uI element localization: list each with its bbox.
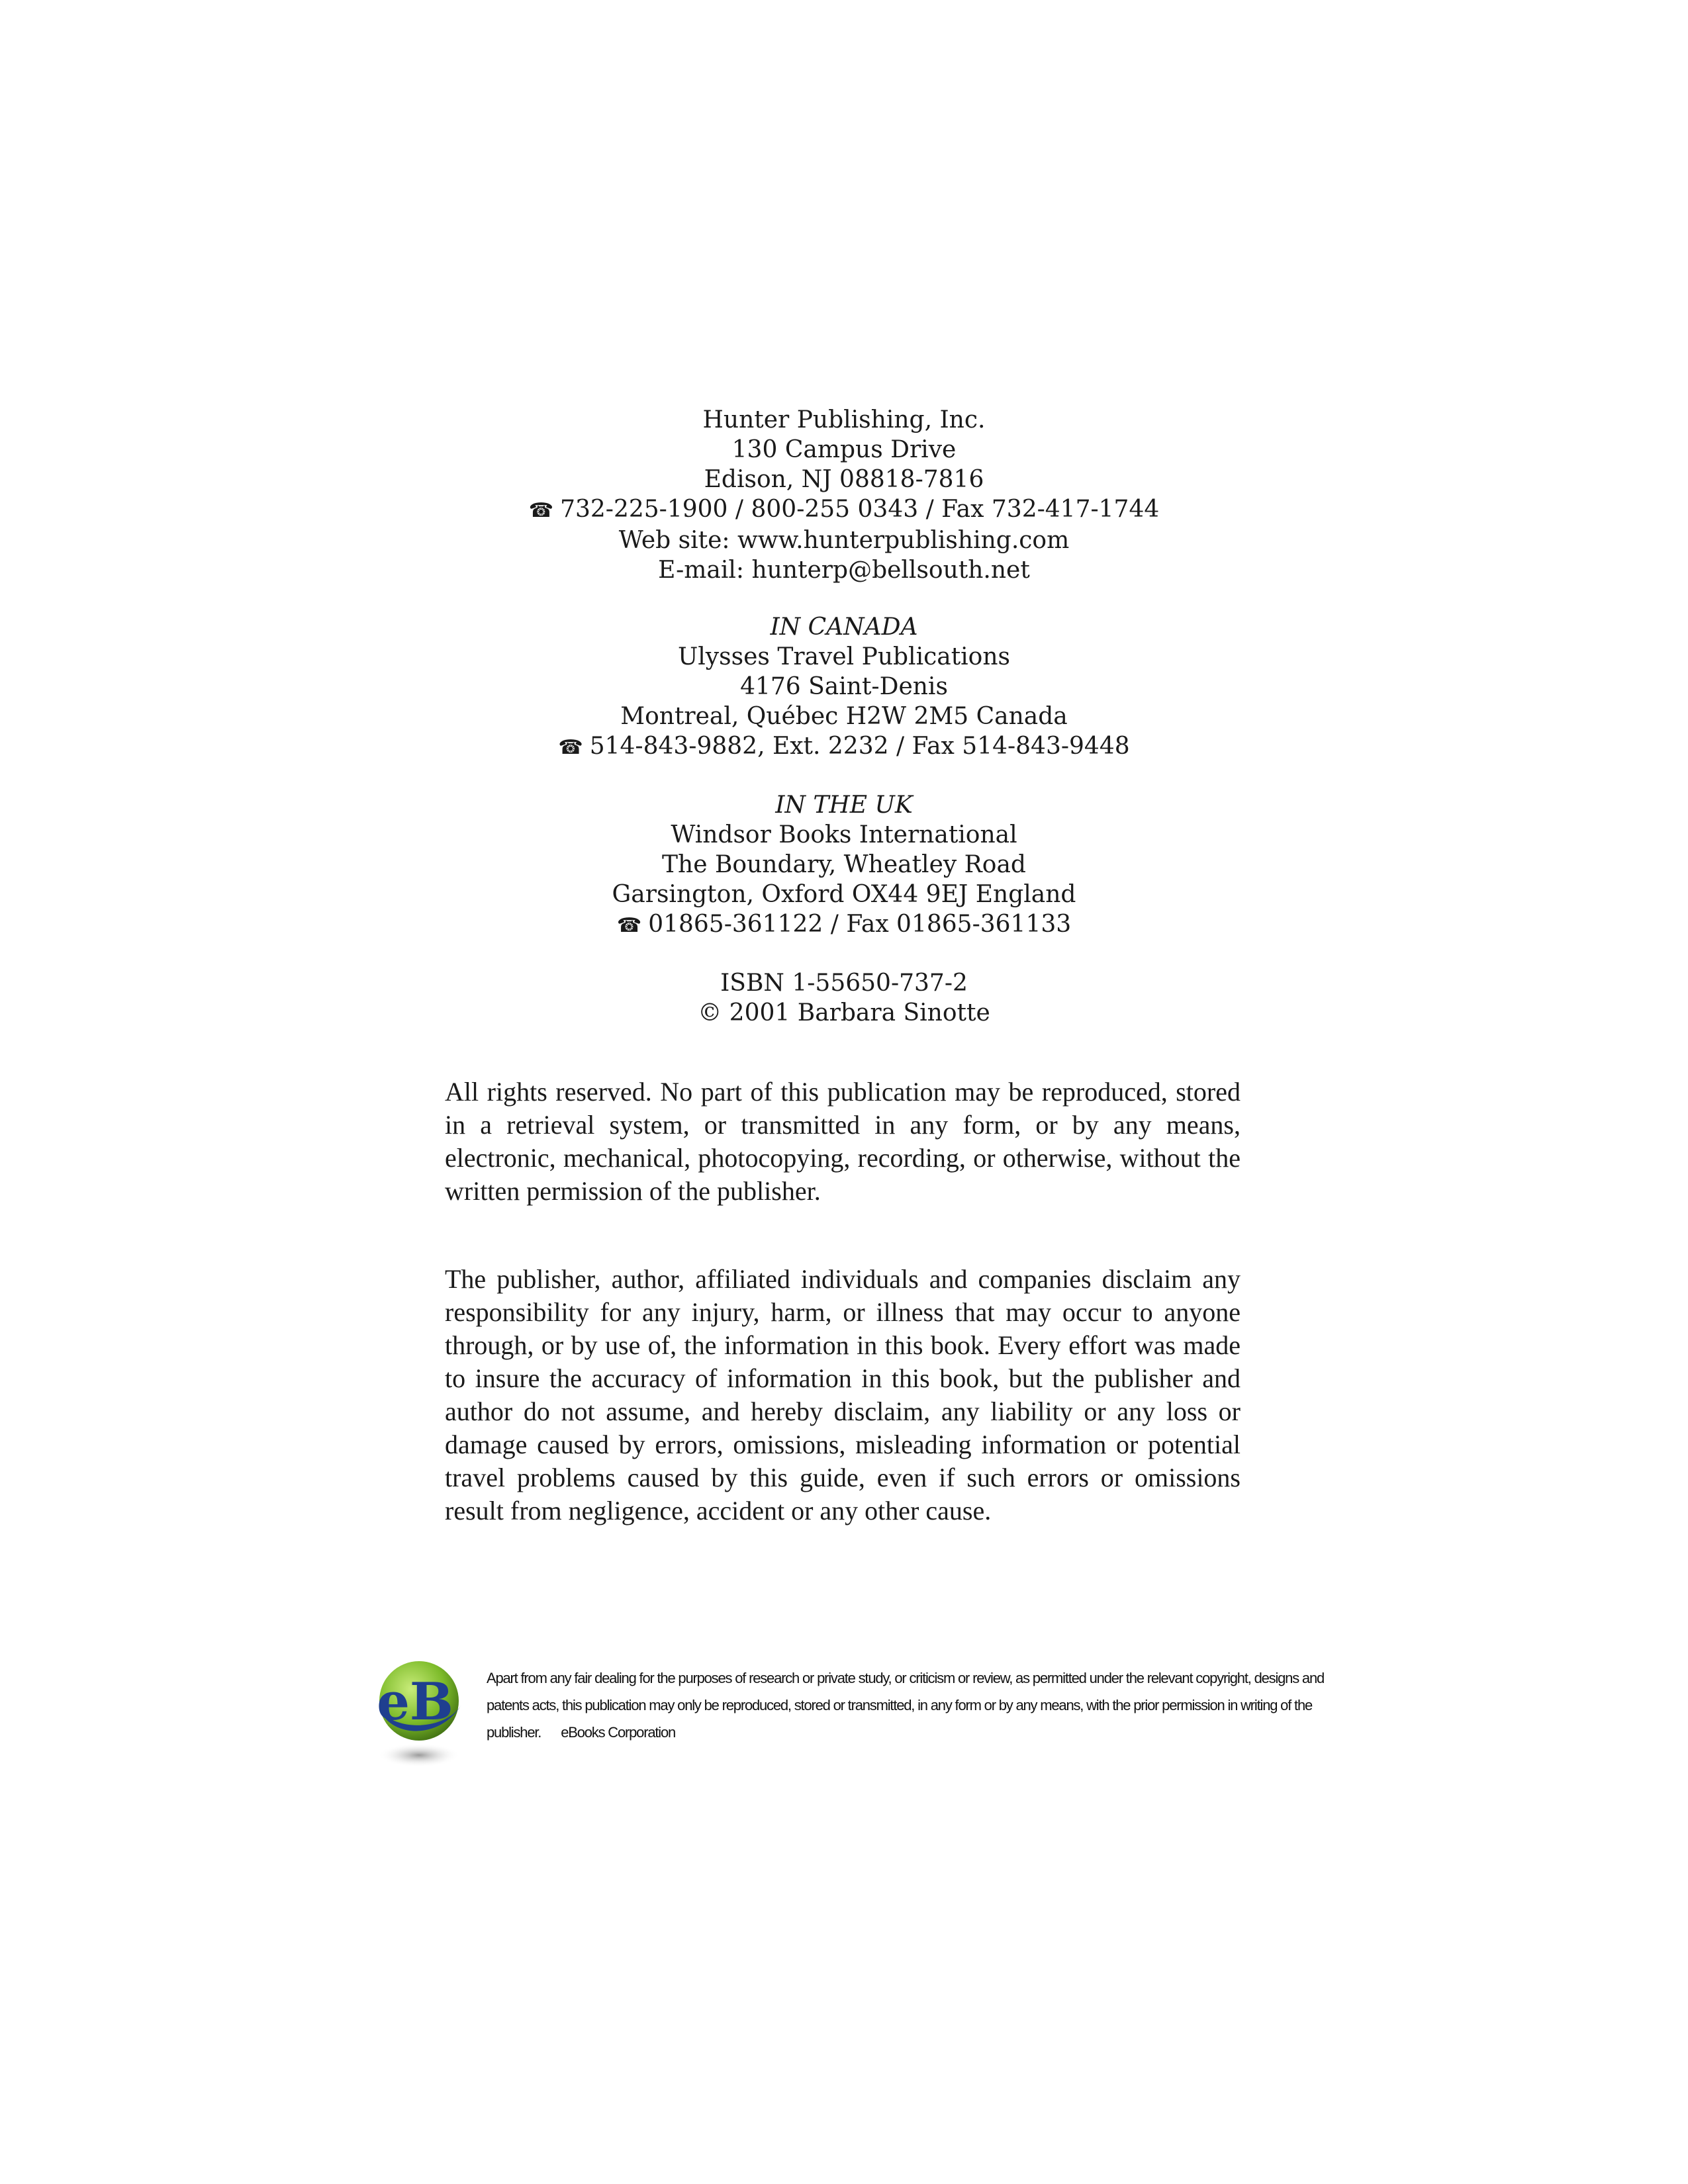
uk-name: Windsor Books International — [671, 821, 1017, 848]
publisher-phone-line — [0, 494, 1688, 525]
publisher-email: E-mail: hunterp@bellsouth.net — [658, 557, 1030, 584]
publisher-address-line1: 130 Campus Drive — [731, 436, 957, 463]
logo-shadow — [378, 1743, 460, 1767]
rights-reserved-paragraph: All rights reserved. No part of this publication may be reproduced, stored in a retrieval system, or transmitted in any form, or by any means, electronic, mechanical, photocopying, recording, or otherwise, without the written permission of the publisher. — [445, 1077, 1241, 1206]
isbn: ISBN 1-55650-737-2 — [720, 970, 968, 997]
isbn-block — [0, 968, 1688, 1028]
uk-heading: IN THE UK — [775, 792, 913, 819]
footer-corporation: eBooks Corporation — [561, 1724, 676, 1741]
phone-icon: ☎ — [616, 914, 642, 937]
canada-address-line1: 4176 Saint-Denis — [740, 673, 948, 700]
canada-address-line2: Montreal, Québec H2W 2M5 Canada — [620, 703, 1068, 730]
uk-address-line2: Garsington, Oxford OX44 9EJ England — [612, 881, 1076, 908]
canada-heading: IN CANADA — [770, 614, 918, 641]
uk-distributor-block — [0, 790, 1688, 940]
ebooks-logo-icon — [367, 1655, 467, 1774]
uk-phone-text: 01865-361122 / Fax 01865-361133 — [648, 911, 1072, 938]
ebooks-copyright-note — [487, 1664, 1340, 1746]
canada-phone-text: 514-843-9882, Ext. 2232 / Fax 514-843-9448 — [589, 733, 1130, 760]
disclaimer-paragraph: The publisher, author, affiliated individuals and companies disclaim any responsibility for any injury, harm, or illness that may occur to anyone through, or by use of, the information in this book. Every effort was made to insure the accuracy of information in this book, but the publisher and author do not assume, and hereby disclaim, any liability or any loss or damage caused by errors, omissions, misleading information or potential travel problems caused by this guide, even if such errors or omissions result from negligence, accident or any other cause. — [445, 1264, 1241, 1525]
canada-distributor-block — [0, 612, 1688, 762]
canada-phone-line — [0, 731, 1688, 762]
publisher-phone-text: 732-225-1900 / 800-255 0343 / Fax 732-417-1744 — [560, 496, 1160, 523]
us-publisher-block — [0, 405, 1688, 585]
copyright: © 2001 Barbara Sinotte — [698, 999, 990, 1026]
footer-note-text: Apart from any fair dealing for the purposes of research or private study, or criticism or review, as permitted under the relevant copyright, designs and patents acts, this publication may only be reproduced, stored or transmitted, in any form or by any means, with the prior permission in writing of the publisher. — [487, 1670, 1325, 1741]
uk-phone-line — [0, 909, 1688, 940]
publisher-address-line2: Edison, NJ 08818-7816 — [704, 466, 984, 493]
uk-address-line1: The Boundary, Wheatley Road — [662, 851, 1026, 878]
publisher-name: Hunter Publishing, Inc. — [702, 406, 986, 433]
phone-icon: ☎ — [558, 736, 583, 759]
phone-icon: ☎ — [528, 499, 554, 522]
publisher-website: Web site: www.hunterpublishing.com — [618, 527, 1070, 554]
canada-name: Ulysses Travel Publications — [677, 643, 1011, 670]
logo-text: eB — [377, 1672, 453, 1732]
